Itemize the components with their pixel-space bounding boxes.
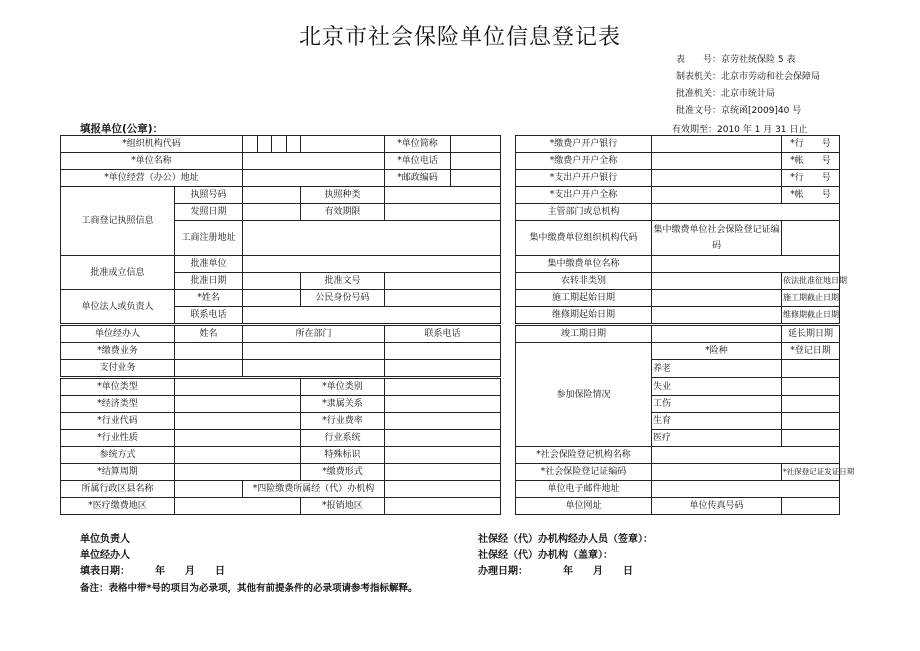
reg-address-input[interactable] <box>243 221 501 256</box>
pay-form-label: *缴费形式 <box>301 464 385 481</box>
ss-cert-no-label: *社会保险登记证编码 <box>516 464 652 481</box>
legal-name-label: *姓名 <box>175 290 243 307</box>
central-cert-no-label: 集中缴费单位社会保险登记证编码 <box>652 221 782 256</box>
valid-period-label: 有效期限 <box>301 204 385 221</box>
industry-rate-input[interactable] <box>385 413 501 430</box>
email-input[interactable] <box>652 481 840 498</box>
affiliation-input[interactable] <box>385 396 501 413</box>
pay-form-input[interactable] <box>385 464 501 481</box>
ss-cert-no-input[interactable] <box>652 464 782 481</box>
settle-cycle-input[interactable] <box>175 464 301 481</box>
pay-out-name-label: *支出户开户全称 <box>516 187 652 204</box>
pay-account-name-label: *缴费户开户全称 <box>516 153 652 170</box>
industry-system-label: 行业系统 <box>301 430 385 447</box>
risk-unemployment-date[interactable] <box>782 378 840 396</box>
risk-injury-date[interactable] <box>782 396 840 413</box>
validity-label: 有效期至：2010 年 1 月 31 日止 <box>672 125 808 135</box>
handler-name-header: 姓名 <box>175 325 243 343</box>
fill-unit-label: 填报单位(公章)： <box>80 123 164 135</box>
valid-period-input[interactable] <box>385 204 501 221</box>
industry-code-label: *行业代码 <box>61 413 175 430</box>
central-org-code-label: 集中缴费单位组织机构代码 <box>516 221 652 256</box>
reimburse-area-input[interactable] <box>385 498 501 515</box>
supervisor-input[interactable] <box>652 204 840 221</box>
industry-nature-input[interactable] <box>175 430 301 447</box>
org-code-input[interactable] <box>243 136 301 153</box>
unit-short-label: *单位简称 <box>385 136 451 153</box>
bank-no-label-2: *行 号 <box>782 170 840 187</box>
contact-phone-label: 联系电话 <box>175 307 243 325</box>
industry-nature-label: *行业性质 <box>61 430 175 447</box>
four-risk-agency-input[interactable] <box>385 481 501 498</box>
meta-approval-authority: 批准机关：北京市统计局 <box>676 89 776 99</box>
reg-date-header: *登记日期 <box>782 343 840 360</box>
postcode-input[interactable] <box>451 170 501 187</box>
maintenance-end-label: 维修期截止日期 <box>782 307 840 325</box>
unit-type-input[interactable] <box>175 378 301 396</box>
risk-maternity: 生育 <box>652 413 782 430</box>
footer-fill-date: 填表日期： 年 月 日 <box>80 566 225 577</box>
meta-table-no: 表 号：京劳社统保险 5 表 <box>676 55 796 65</box>
construction-start-input[interactable] <box>652 290 782 307</box>
affiliation-label: *隶属关系 <box>301 396 385 413</box>
four-risk-agency-label: *四险缴费所属经（代）办机构 <box>243 481 385 498</box>
account-no-label-1: *帐 号 <box>782 153 840 170</box>
email-label: 单位电子邮件地址 <box>516 481 652 498</box>
completion-date-label: 竣工期日期 <box>516 325 652 343</box>
reg-address-label: 工商注册地址 <box>175 221 243 256</box>
unit-category-input[interactable] <box>385 378 501 396</box>
extension-date-label: 延长期日期 <box>782 325 840 343</box>
district-label: 所属行政区县名称 <box>61 481 175 498</box>
id-no-label: 公民身份号码 <box>301 290 385 307</box>
pay-bank-label: *缴费户开户银行 <box>516 136 652 153</box>
approval-date-input[interactable] <box>243 273 301 290</box>
form-title: 北京市社会保险单位信息登记表 <box>298 25 621 50</box>
handler-label: 单位经办人 <box>61 325 175 343</box>
contrib-mode-input[interactable] <box>175 447 301 464</box>
ss-agency-name-label: *社会保险登记机构名称 <box>516 447 652 464</box>
footer-unit-handler: 单位经办人 <box>80 550 130 561</box>
registration-form-table <box>60 135 855 515</box>
ss-agency-name-input[interactable] <box>652 447 840 464</box>
license-no-input[interactable] <box>243 187 301 204</box>
industry-system-input[interactable] <box>385 430 501 447</box>
license-type-label: 执照种类 <box>301 187 385 204</box>
unit-phone-label: *单位电话 <box>385 153 451 170</box>
pay-biz-name[interactable] <box>175 360 243 378</box>
issue-date-label: 发照日期 <box>175 204 243 221</box>
rural-type-input[interactable] <box>652 273 782 290</box>
fax-input[interactable] <box>782 498 840 515</box>
contact-phone-input[interactable] <box>243 307 501 325</box>
medical-area-input[interactable] <box>175 498 301 515</box>
org-code-input-2[interactable] <box>301 136 385 153</box>
pay-biz-dept[interactable] <box>243 360 385 378</box>
postcode-label: *邮政编码 <box>385 170 451 187</box>
insurance-status-label: 参加保险情况 <box>516 343 652 447</box>
approval-date-label: 批准日期 <box>175 273 243 290</box>
payment-biz-dept[interactable] <box>243 343 385 360</box>
unit-short-input[interactable] <box>451 136 501 153</box>
handler-dept-header: 所在部门 <box>243 325 385 343</box>
special-flag-input[interactable] <box>385 447 501 464</box>
pay-out-bank-input[interactable] <box>652 170 782 187</box>
risk-medical: 医疗 <box>652 430 782 447</box>
unit-name-label: *单位名称 <box>61 153 243 170</box>
license-type-input[interactable] <box>385 187 501 204</box>
issue-date-input[interactable] <box>243 204 301 221</box>
maintenance-start-input[interactable] <box>652 307 782 325</box>
unit-name-input[interactable] <box>243 153 385 170</box>
ss-cert-date-label: *社保登记证发证日期 <box>782 464 840 481</box>
footer-unit-leader: 单位负责人 <box>80 534 130 545</box>
payment-biz-label: *缴费业务 <box>61 343 175 360</box>
risk-pension: 养老 <box>652 360 782 378</box>
econ-type-input[interactable] <box>175 396 301 413</box>
footer-agency-staff: 社保经（代）办机构经办人员（签章）： <box>478 534 653 545</box>
pay-out-name-input[interactable] <box>652 187 782 204</box>
bank-no-label-1: *行 号 <box>782 136 840 153</box>
risk-injury: 工伤 <box>652 396 782 413</box>
reimburse-area-label: *报销地区 <box>301 498 385 515</box>
risk-medical-date[interactable] <box>782 430 840 447</box>
approval-doc-input[interactable] <box>385 273 501 290</box>
unit-category-label: *单位类别 <box>301 378 385 396</box>
meta-issuing-authority: 制表机关：北京市劳动和社会保障局 <box>676 72 821 82</box>
rural-type-label: 农转非类别 <box>516 273 652 290</box>
pay-account-name-input[interactable] <box>652 153 782 170</box>
special-flag-label: 特殊标识 <box>301 447 385 464</box>
payment-biz-name[interactable] <box>175 343 243 360</box>
risk-unemployment: 失业 <box>652 378 782 396</box>
unit-phone-input[interactable] <box>451 153 501 170</box>
land-date-label: 依法批准征地日期 <box>782 273 840 290</box>
approval-unit-input[interactable] <box>243 256 501 273</box>
unit-address-input[interactable] <box>243 170 385 187</box>
id-no-input[interactable] <box>385 290 501 307</box>
fax-label: 单位传真号码 <box>652 498 782 515</box>
payment-biz-phone[interactable] <box>385 343 501 360</box>
footer-note: 备注：表格中带*号的项目为必录项，其他有前提条件的必录项请参考指标解释。 <box>80 583 418 594</box>
handler-phone-header: 联系电话 <box>385 325 501 343</box>
central-unit-name-label: 集中缴费单位名称 <box>516 256 652 273</box>
approval-unit-label: 批准单位 <box>175 256 243 273</box>
pay-bank-input[interactable] <box>652 136 782 153</box>
footer-handle-date: 办理日期： 年 月 日 <box>478 566 633 577</box>
unit-type-label: *单位类型 <box>61 378 175 396</box>
medical-area-label: *医疗缴费地区 <box>61 498 175 515</box>
completion-date-input[interactable] <box>652 325 782 343</box>
biz-license-info-label: 工商登记执照信息 <box>61 187 175 256</box>
supervisor-label: 主管部门或总机构 <box>516 204 652 221</box>
risk-header: *险种 <box>652 343 782 360</box>
license-no-label: 执照号码 <box>175 187 243 204</box>
central-cert-no-input[interactable] <box>782 221 840 256</box>
risk-maternity-date[interactable] <box>782 413 840 430</box>
legal-name-input[interactable] <box>243 290 301 307</box>
settle-cycle-label: *结算周期 <box>61 464 175 481</box>
pay-biz-label: 支付业务 <box>61 360 175 378</box>
legal-person-label: 单位法人或负责人 <box>61 290 175 325</box>
contrib-mode-label: 参统方式 <box>61 447 175 464</box>
econ-type-label: *经济类型 <box>61 396 175 413</box>
district-input[interactable] <box>175 481 243 498</box>
pay-biz-phone[interactable] <box>385 360 501 378</box>
construction-start-label: 施工期起始日期 <box>516 290 652 307</box>
central-unit-name-input[interactable] <box>652 256 840 273</box>
footer-agency-seal: 社保经（代）办机构（盖章）： <box>478 550 613 561</box>
meta-approval-number: 批准文号：京统函[2009]40 号 <box>676 106 802 116</box>
approval-doc-label: 批准文号 <box>301 273 385 290</box>
unit-address-label: *单位经营（办公）地址 <box>61 170 243 187</box>
maintenance-start-label: 维修期起始日期 <box>516 307 652 325</box>
account-no-label-2: *帐 号 <box>782 187 840 204</box>
industry-code-input[interactable] <box>175 413 301 430</box>
org-code-label: *组织机构代码 <box>61 136 243 153</box>
construction-end-label: 施工期截止日期 <box>782 290 840 307</box>
website-label: 单位网址 <box>516 498 652 515</box>
industry-rate-label: *行业费率 <box>301 413 385 430</box>
risk-pension-date[interactable] <box>782 360 840 378</box>
approval-info-label: 批准成立信息 <box>61 256 175 290</box>
pay-out-bank-label: *支出户开户银行 <box>516 170 652 187</box>
